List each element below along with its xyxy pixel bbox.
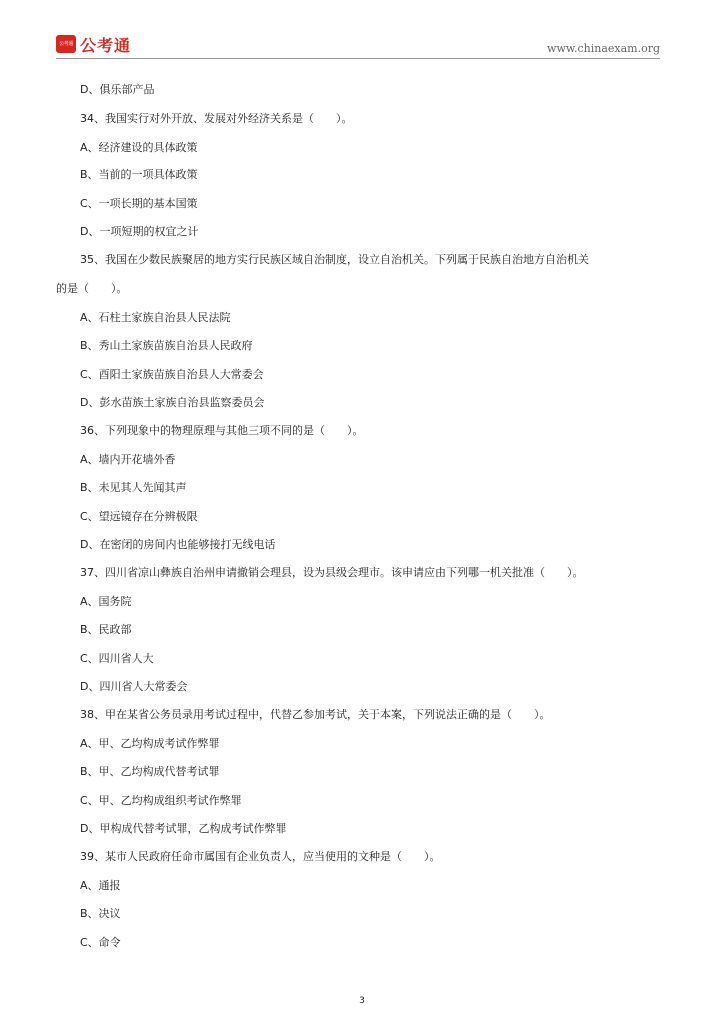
answer-option: A、墙内开花墙外香 <box>80 453 176 466</box>
answer-option: A、国务院 <box>80 595 132 608</box>
page-header <box>56 34 660 59</box>
answer-option: B、秀山土家族苗族自治县人民政府 <box>80 339 253 352</box>
question-35: 35、我国在少数民族聚居的地方实行民族区域自治制度，设立自治机关。下列属于民族自治地方自治机关 <box>80 253 589 266</box>
answer-option: C、一项长期的基本国策 <box>80 197 198 210</box>
answer-option: C、命令 <box>80 936 121 949</box>
answer-option: A、甲、乙均构成考试作弊罪 <box>80 737 220 750</box>
answer-option: C、四川省人大 <box>80 652 154 665</box>
answer-option: C、望远镜存在分辨极限 <box>80 510 198 523</box>
answer-option: B、当前的一项具体政策 <box>80 168 198 181</box>
answer-option: D、一项短期的权宜之计 <box>80 225 199 238</box>
answer-option: C、酉阳土家族苗族自治县人大常委会 <box>80 368 264 381</box>
answer-option: B、甲、乙均构成代替考试罪 <box>80 765 220 778</box>
answer-option: D、俱乐部产品 <box>80 83 155 96</box>
answer-option: B、决议 <box>80 907 121 920</box>
answer-option: A、经济建设的具体政策 <box>80 141 198 154</box>
answer-option: B、民政部 <box>80 623 132 636</box>
logo-text: 公考通 <box>80 35 132 55</box>
logo-badge: 公考通 <box>56 35 76 53</box>
answer-option: C、甲、乙均构成组织考试作弊罪 <box>80 794 242 807</box>
answer-option: B、未见其人先闻其声 <box>80 481 187 494</box>
answer-option: D、甲构成代替考试罪，乙构成考试作弊罪 <box>80 822 287 835</box>
question-34: 34、我国实行对外开放、发展对外经济关系是（ ）。 <box>80 112 353 125</box>
answer-option: D、在密闭的房间内也能够接打无线电话 <box>80 538 276 551</box>
question-39: 39、某市人民政府任命市属国有企业负责人，应当使用的文种是（ ）。 <box>80 850 441 863</box>
site-url: www.chinaexam.org <box>547 42 660 55</box>
question-36: 36、下列现象中的物理原理与其他三项不同的是（ ）。 <box>80 424 364 437</box>
answer-option: A、石柱土家族自治县人民法院 <box>80 311 231 324</box>
answer-option: D、四川省人大常委会 <box>80 680 188 693</box>
question-35-continued: 的是（ ）。 <box>56 282 128 295</box>
page-number: 3 <box>359 996 365 1006</box>
answer-option: A、通报 <box>80 879 121 892</box>
question-38: 38、甲在某省公务员录用考试过程中，代替乙参加考试，关于本案，下列说法正确的是（ ）。 <box>80 708 551 721</box>
question-37: 37、四川省凉山彝族自治州申请撤销会理县，设为县级会理市。该申请应由下列哪一机关批准（ ）。 <box>80 566 584 579</box>
answer-option: D、彭水苗族土家族自治县监察委员会 <box>80 396 265 409</box>
logo <box>56 34 131 54</box>
